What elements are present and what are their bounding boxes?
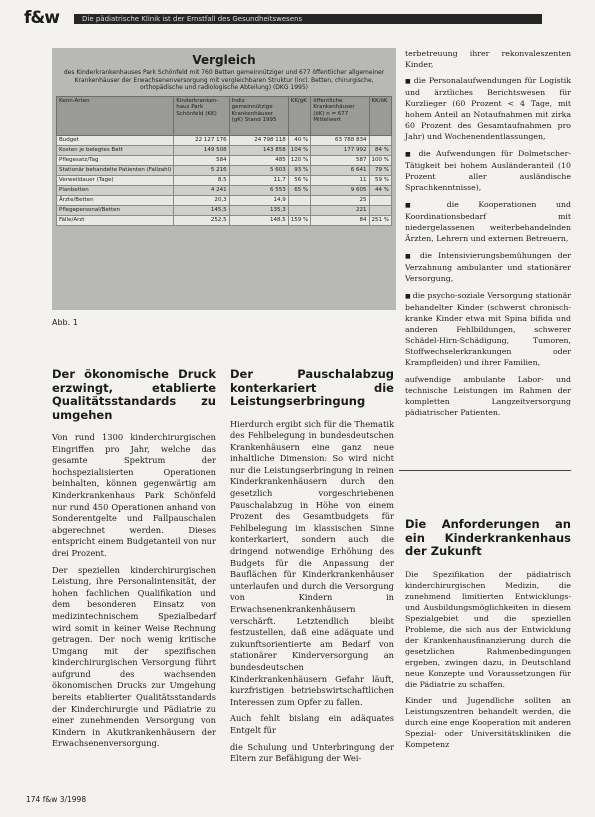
journal-logo: f&w: [24, 8, 59, 28]
column-header: Kinderkranken-haus Park Schönfeld (KK): [174, 96, 229, 135]
table-cell: 145,5: [174, 205, 229, 215]
table-cell: 22 127 176: [174, 135, 229, 145]
table-row: [57, 195, 392, 205]
paragraph: terbetreuung ihrer rekonvaleszenten Kinder,: [405, 49, 571, 69]
table-row: [57, 185, 392, 195]
table-cell: Pflegesatz/Tag: [57, 155, 174, 165]
table-cell: 221: [311, 205, 369, 215]
table-cell: 40 %: [288, 135, 310, 145]
list-item: ■ die Intensivierungsbemühungen der Verzahnung ambulanter und stationärer Versorgung,: [405, 250, 571, 284]
paragraph: aufwendige ambulante Labor- und technische Leistungen im Rahmen der kompletten Langzeitversorgung pädiatrischer Patienten.: [405, 375, 571, 417]
table-cell: 5 216: [174, 165, 229, 175]
paragraph: Von rund 1300 kinderchirurgischen Eingriffen pro Jahr, welche das gesamte Spektrum der hochspezialisierten Operationen beinhalten, können gegenwärtig am Kinderkrankenhaus Park Schönfeld nur rund 450 Operationen anhand von Sonderentgelte und Fallpauschalen abgerechnet werden. Dieses entspricht einem Budgetanteil von nur drei Prozent.: [52, 432, 216, 558]
column-header: öffentliche Krankenhäuser (öK) n = 677 Mittelwert: [311, 96, 369, 135]
list-item: ■ die psycho-soziale Versorgung stationär behandelter Kinder (schwerst chronisch-kranke Kinder etwa mit Spina bifida und anderen Fehlbildungen, schwerer Schädel-Hirn-Schädigung, Tumoren, Stoffwechselerkrankungen oder Krampfleiden) und ihrer Familien,: [405, 290, 571, 368]
table-cell: 5 603: [229, 165, 288, 175]
column-header: Kenn-Arten: [57, 96, 174, 135]
page-footer: 174 f&w 3/1998: [26, 795, 87, 804]
table-cell: 79 %: [369, 165, 392, 175]
table-cell: [369, 195, 392, 205]
table-cell: 104 %: [288, 145, 310, 155]
table-cell: [288, 195, 310, 205]
page-header: [24, 8, 554, 30]
column-1: [52, 368, 216, 755]
table-row: [57, 165, 392, 175]
table-cell: Planbetten: [57, 185, 174, 195]
table-row: [57, 145, 392, 155]
table-cell: Ärzte/Betten: [57, 195, 174, 205]
table-cell: [369, 135, 392, 145]
table-cell: 20,3: [174, 195, 229, 205]
comparison-figure: [52, 48, 396, 310]
list-item: ■ die Kooperationen und Koordinationsbedarf mit niedergelassenen weiterbehandelnden Ärzten, Lehrern und externen Betreuern,: [405, 199, 571, 244]
table-header-row: [57, 96, 392, 135]
figure-title: Vergleich: [192, 53, 256, 67]
table-cell: 14,9: [229, 195, 288, 205]
figure-subtitle: des Kinderkrankenhauses Park Schönfeld mit 760 Betten gemeinnütziger und 677 öffentlicher allgemeiner Krankenhäuser der Erwachsenenversorgung mit vergleichbaren Struktur (incl. Betten, chirurgische, orthopädische und radiologische Abteilung) (DKG 1995): [63, 69, 385, 91]
table-row: [57, 135, 392, 145]
table-cell: 11: [311, 175, 369, 185]
column-3: [405, 48, 571, 423]
table-cell: 4 241: [174, 185, 229, 195]
column-header: KK/öK: [369, 96, 392, 135]
table-cell: 84: [311, 215, 369, 225]
table-cell: 100 %: [369, 155, 392, 165]
table-cell: 9 605: [311, 185, 369, 195]
table-row: [57, 155, 392, 165]
table-cell: Pflegepersonal/Betten: [57, 205, 174, 215]
table-cell: 84 %: [369, 145, 392, 155]
table-cell: 587: [311, 155, 369, 165]
paragraph: die Schulung und Unterbringung der Eltern zur Befähigung der Wei-: [230, 741, 394, 764]
table-cell: 8,5: [174, 175, 229, 185]
column-header: KK/gK: [288, 96, 310, 135]
table-cell: 56 %: [288, 175, 310, 185]
table-cell: [369, 205, 392, 215]
table-cell: 148,5: [229, 215, 288, 225]
table-cell: 485: [229, 155, 288, 165]
table-cell: 65 %: [288, 185, 310, 195]
list-item: ■ die Aufwendungen für Dolmetscher-Tätigkeit bei hohem Ausländeranteil (10 Prozent aller ausländische Sprachkenntnisse),: [405, 148, 571, 193]
table-cell: 120 %: [288, 155, 310, 165]
table-cell: Verweildauer (Tage): [57, 175, 174, 185]
table-cell: Kosten je belegtes Bett: [57, 145, 174, 155]
table-cell: 93 %: [288, 165, 310, 175]
figure-caption: Abb. 1: [52, 318, 78, 327]
table-cell: 44 %: [369, 185, 392, 195]
paragraph: Die Spezifikation der pädiatrisch kinderchirurgischen Medizin, die zunehmend limitierten Entwicklungs- und Ausbildungsmöglichkeiten in diesem Spezialgebiet und die speziellen Probleme, die sich aus der Entwicklung der Krankenhausfinanzierung durch die gesetzlichen Rahmenbedingungen ergeben, zwingen dazu, in Deutschland neue Konzepte und Voraussetzungen für die Pädiatrie zu schaffen.: [405, 569, 571, 689]
table-cell: 24 798 118: [229, 135, 288, 145]
column-2: [230, 368, 394, 770]
bullet-list: [405, 75, 571, 368]
section-heading-3: Die Anforderungen an ein Kinderkrankenhaus der Zukunft: [405, 517, 571, 558]
table-row: [57, 175, 392, 185]
paragraph: Auch fehlt bislang ein adäquates Entgelt für: [230, 713, 394, 735]
comparison-table: [56, 96, 392, 226]
table-cell: 251 %: [369, 215, 392, 225]
table-cell: [288, 205, 310, 215]
table-cell: Fälle/Arzt: [57, 215, 174, 225]
table-cell: 143 858: [229, 145, 288, 155]
column-header: Indiz gemeinnützige Krankenhäuser (gK) Stand 1995: [229, 96, 288, 135]
table-row: [57, 205, 392, 215]
section-divider: [399, 470, 571, 471]
section-heading-1: Der ökonomische Druck erzwingt, etablierte Qualitätsstandards zu umgehen: [52, 367, 216, 422]
table-cell: 252,5: [174, 215, 229, 225]
paragraph: Kinder und Jugendliche sollten an Leistungszentren behandelt werden, die durch eine enge Kooperation mit anderen Spezial- oder Universitätskliniken die Kompetenz: [405, 695, 571, 749]
table-cell: 149 508: [174, 145, 229, 155]
table-cell: 159 %: [288, 215, 310, 225]
column-3-lower: [405, 518, 571, 755]
running-title: Die pädiatrische Klinik ist der Ernstfall des Gesundheitswesens: [74, 14, 542, 24]
table-cell: Stationär behandelte Patienten (Fallzahl): [57, 165, 174, 175]
section-heading-2: Der Pauschalabzug konterkariert die Leistungserbringung: [230, 367, 394, 408]
table-cell: 584: [174, 155, 229, 165]
table-cell: 59 %: [369, 175, 392, 185]
table-row: [57, 215, 392, 225]
table-cell: 6 641: [311, 165, 369, 175]
table-cell: 25: [311, 195, 369, 205]
table-cell: 11,7: [229, 175, 288, 185]
paragraph: Der speziellen kinderchirurgischen Leistung, ihre Personalintensität, der hohen fachlichen Qualifikation und dem besonderen Einsatz von medizintechnischem Spezialbedarf wird somit in keiner Weise Rechnung getragen. Der noch wenig kritische Umgang mit der spezifischen kinderchirurgischen Versorgung führt aufgrund des wachsenden ökonomischen Drucks zur Umgehung bereits etablierter Qualitätsstandards der Kinderchirurgie und Pädiatrie zu einer zunehmenden Versorgung von Kindern in Akutkrankenhäusern der Erwachsenenversorgung.: [52, 564, 216, 749]
table-cell: 135,3: [229, 205, 288, 215]
table-cell: 177 992: [311, 145, 369, 155]
list-item: ■ die Personalaufwendungen für Logistik und ärztliches Berichtswesen für Kurzlieger (60 Prozent < 4 Tage, mit hohem Anteil an Notaufnahmen mit zirka 60 Prozent des Gesamtaufnahmen pro Jahr) und Wochenendentlassungen,: [405, 75, 571, 142]
table-cell: 63 788 834: [311, 135, 369, 145]
table-cell: Budget: [57, 135, 174, 145]
paragraph: Hierdurch ergibt sich für die Thematik des Fehlbelegung in bundesdeutschen Krankenhäusern eine ganz neue inhaltliche Dimension: So wird nicht nur die Leistungserbringung in reinen Kinderkrankenhäusern durch den gesetzlich vorgeschriebenen Pauschalabzug in Höhe von einem Prozent des Gesamtbudgets für Fehlbelegung im klassischen Sinne konterkariert, sondern auch die dringend notwendige Erhöhung des Budgets für die Anpassung der Bauflächen für Kinderkrankenhäuser unterlaufen und durch die Versorgung von Kindern in Erwachsenenkrankenhäusern verschärft. Letztendlich bleibt festzustellen, daß eine adäquate und zukunftsorientierte am Bedarf von stationärer Kinderversorgung an bundesdeutschen Kinderkrankenhäusern Gefahr läuft, kurzfristigen betriebswirtschaftlichen Interessen zum Opfer zu fallen.: [230, 418, 394, 707]
table-cell: 6 553: [229, 185, 288, 195]
